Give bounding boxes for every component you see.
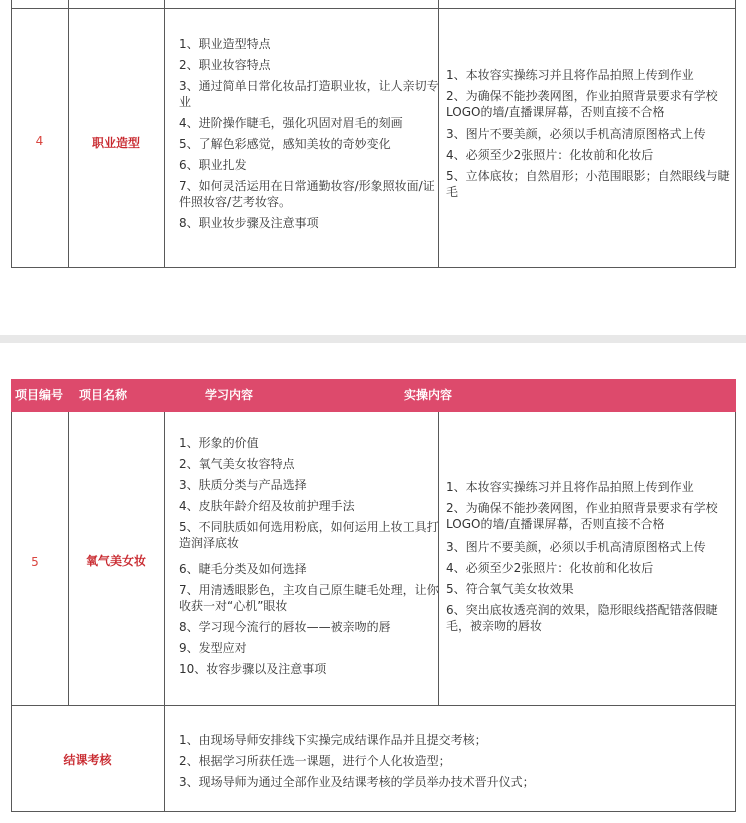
list-item: 1、由现场导师安排线下实操完成结课作品并且提交考核； [179,733,487,747]
list-item: 3、图片不要美颜，必须以手机高清原图格式上传 [446,540,706,554]
list-item: 5、了解色彩感觉，感知美妆的奇妙变化 [179,137,391,151]
list-item: 1、形象的价值 [179,436,259,450]
list-item: 6、突出底妆透亮润的效果，隐形眼线搭配错落假睫毛，被亲吻的唇妆 [446,603,718,633]
table-line [11,267,736,268]
header-project-id: 项目编号 [15,388,64,402]
list-item: 5、不同肤质如何选用粉底，如何运用上妆工具打造润泽底妆 [179,520,439,550]
list-item: 4、皮肤年龄介绍及妆前护理手法 [179,499,355,513]
list-item: 7、用清透眼影色，主攻自己原生睫毛处理，让你收获一对“心机”眼妆 [179,583,439,613]
table-line [735,412,736,812]
list-item: 4、进阶操作睫毛，强化巩固对眉毛的刻画 [179,116,403,130]
list-item: 3、图片不要美颜，必须以手机高清原图格式上传 [446,127,706,141]
list-item: 3、肤质分类与产品选择 [179,478,307,492]
list-item: 8、学习现今流行的唇妆——被亲吻的唇 [179,620,391,634]
project-number: 4 [35,134,44,148]
list-item: 2、根据学习所获任选一课题，进行个人化妆造型； [179,754,451,768]
project-name: 氧气美女妆 [85,554,146,568]
list-item: 2、氧气美女妆容特点 [179,457,295,471]
list-item: 1、职业造型特点 [179,37,271,51]
list-item: 3、现场导师为通过全部作业及结课考核的学员举办技术晋升仪式； [179,775,535,789]
list-item: 2、职业妆容特点 [179,58,271,72]
final-exam-list [179,732,729,795]
table-line [164,412,165,812]
header-project-name: 项目名称 [79,388,128,402]
list-item: 1、本妆容实操练习并且将作品拍照上传到作业 [446,68,694,82]
list-item: 1、本妆容实操练习并且将作品拍照上传到作业 [446,480,694,494]
practice-content-list [446,479,730,639]
header-study-content: 学习内容 [205,388,254,402]
list-item: 6、职业扎发 [179,158,247,172]
list-item: 6、睫毛分类及如何选择 [179,562,307,576]
list-item: 2、为确保不能抄袭网图，作业拍照背景要求有学校LOGO的墙/直播课屏幕，否则直接不合格 [446,501,718,531]
table-line [11,811,736,812]
project-number: 5 [31,555,39,569]
study-content-list [179,435,439,682]
section-divider [0,335,746,343]
final-exam-name: 结课考核 [63,753,112,767]
list-item: 4、必须至少2张照片：化妆前和化妆后 [446,561,654,575]
list-item: 10、妆容步骤以及注意事项 [179,662,327,676]
list-item: 7、如何灵活运用在日常通勤妆容/形象照妆面/证件照妆容/艺考妆容。 [179,179,435,209]
list-item: 8、职业妆步骤及注意事项 [179,216,319,230]
list-item: 3、通过简单日常化妆品打造职业妆，让人亲切专业 [179,79,439,109]
header-practice-content: 实操内容 [404,388,453,402]
table-line [164,0,165,268]
list-item: 2、为确保不能抄袭网图，作业拍照背景要求有学校LOGO的墙/直播课屏幕，否则直接不合格 [446,89,718,119]
list-item: 4、必须至少2张照片：化妆前和化妆后 [446,148,654,162]
practice-content-list [446,67,730,205]
project-name: 职业造型 [91,136,140,150]
table-line [735,0,736,268]
table-line [11,8,736,9]
study-content-list [179,36,439,236]
list-item: 9、发型应对 [179,641,247,655]
list-item: 5、符合氧气美女妆效果 [446,582,574,596]
list-item: 5、立体底妆；自然眉形；小范围眼影；自然眼线与睫毛 [446,169,730,199]
table-line [11,705,736,706]
